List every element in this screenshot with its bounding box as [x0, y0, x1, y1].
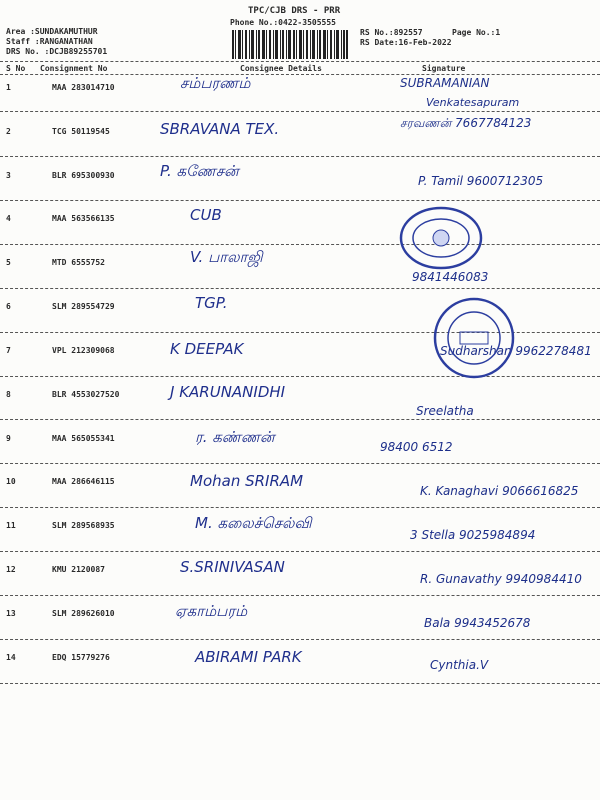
row-sno: 8 — [6, 390, 11, 399]
row-signature: Sudharshan 9962278481 — [440, 344, 592, 358]
row-divider — [0, 200, 600, 201]
row-signature-address: Venkatesapuram — [426, 96, 520, 109]
row-divider — [0, 639, 600, 640]
col-consignee: Consignee Details — [240, 64, 322, 73]
row-consignee-handwritten: M. கலைச்செல்வி — [195, 514, 312, 532]
row-consignment-no: VPL 212309068 — [52, 346, 115, 355]
col-sno: S No — [6, 64, 26, 73]
row-sno: 4 — [6, 214, 11, 223]
row-consignment-no: MAA 565055341 — [52, 434, 115, 443]
row-consignment-no: SLM 289554729 — [52, 302, 115, 311]
row-sno: 9 — [6, 434, 11, 443]
row-divider — [0, 244, 600, 245]
row-sno: 10 — [6, 477, 16, 486]
row-consignee-handwritten: ஏகாம்பரம் — [175, 602, 248, 620]
row-sno: 3 — [6, 171, 11, 180]
phone-number: Phone No.:0422-3505555 — [230, 18, 336, 27]
row-signature: Sreelatha — [416, 404, 474, 418]
barcode — [230, 28, 350, 61]
row-consignee-handwritten: ர. கண்ணன் — [195, 428, 275, 446]
row-signature: Cynthia.V — [430, 658, 489, 672]
row-divider — [0, 683, 600, 684]
row-consignee-handwritten: TGP. — [195, 294, 228, 312]
row-consignee-handwritten: K DEEPAK — [170, 340, 244, 358]
row-sno: 7 — [6, 346, 11, 355]
row-consignee-handwritten: V. பாலாஜி — [190, 248, 263, 266]
rs-date: RS Date:16-Feb-2022 — [360, 38, 452, 47]
row-divider — [0, 156, 600, 157]
row-sno: 14 — [6, 653, 16, 662]
header-divider-bottom — [0, 74, 600, 75]
row-consignee-handwritten: Mohan SRIRAM — [190, 472, 304, 490]
drs-number: DRS No. :DCJB89255701 — [6, 47, 108, 56]
col-consignment: Consignment No — [40, 64, 108, 73]
row-divider — [0, 551, 600, 552]
row-sno: 11 — [6, 521, 16, 530]
bank-stamp-karnataka — [432, 296, 516, 380]
row-divider — [0, 111, 600, 112]
row-consignment-no: SLM 289568935 — [52, 521, 115, 530]
row-divider — [0, 288, 600, 289]
row-signature: 98400 6512 — [380, 440, 453, 454]
row-consignment-no: MAA 283014710 — [52, 83, 115, 92]
row-consignee-handwritten: SBRAVANA TEX. — [160, 120, 280, 138]
row-signature: Bala 9943452678 — [424, 616, 531, 630]
row-sno: 2 — [6, 127, 11, 136]
row-consignee-handwritten: P. கணேசன் — [160, 162, 239, 180]
row-sno: 5 — [6, 258, 11, 267]
row-sno: 12 — [6, 565, 16, 574]
row-consignee-handwritten: ABIRAMI PARK — [195, 648, 302, 666]
row-signature: SUBRAMANIAN — [400, 76, 490, 90]
area-label: Area :SUNDAKAMUTHUR — [6, 27, 98, 36]
row-divider — [0, 595, 600, 596]
row-consignment-no: MTD 6555752 — [52, 258, 105, 267]
row-signature: P. Tamil 9600712305 — [418, 174, 544, 188]
row-divider — [0, 507, 600, 508]
row-divider — [0, 419, 600, 420]
report-title: TPC/CJB DRS - PRR — [248, 6, 341, 16]
row-consignment-no: KMU 2120087 — [52, 565, 105, 574]
row-consignee-handwritten: சம்பரணம் — [180, 74, 251, 92]
row-consignment-no: MAA 286646115 — [52, 477, 115, 486]
row-signature: சரவணன் 7667784123 — [400, 116, 532, 130]
row-consignment-no: SLM 289626010 — [52, 609, 115, 618]
staff-label: Staff :RANGANATHAN — [6, 37, 93, 46]
row-consignment-no: MAA 563566135 — [52, 214, 115, 223]
row-consignee-handwritten: S.SRINIVASAN — [180, 558, 285, 576]
row-divider — [0, 463, 600, 464]
col-signature: Signature — [422, 64, 466, 73]
row-consignee-handwritten: CUB — [190, 206, 222, 224]
row-signature: 9841446083 — [412, 270, 489, 284]
row-signature: 3 Stella 9025984894 — [410, 528, 536, 542]
row-signature: R. Gunavathy 9940984410 — [420, 572, 582, 586]
row-signature: K. Kanaghavi 9066616825 — [420, 484, 579, 498]
header-divider-top — [0, 61, 600, 62]
page-number: Page No.:1 — [452, 28, 501, 37]
row-consignee-handwritten: J KARUNANIDHI — [170, 383, 286, 401]
row-sno: 6 — [6, 302, 11, 311]
row-consignment-no: BLR 4553027520 — [52, 390, 120, 399]
row-sno: 13 — [6, 609, 16, 618]
row-consignment-no: EDQ 15779276 — [52, 653, 110, 662]
row-sno: 1 — [6, 83, 11, 92]
row-consignment-no: BLR 695300930 — [52, 171, 115, 180]
row-consignment-no: TCG 50119545 — [52, 127, 110, 136]
rs-number: RS No.:892557 — [360, 28, 423, 37]
bank-stamp-city-union — [398, 206, 484, 270]
